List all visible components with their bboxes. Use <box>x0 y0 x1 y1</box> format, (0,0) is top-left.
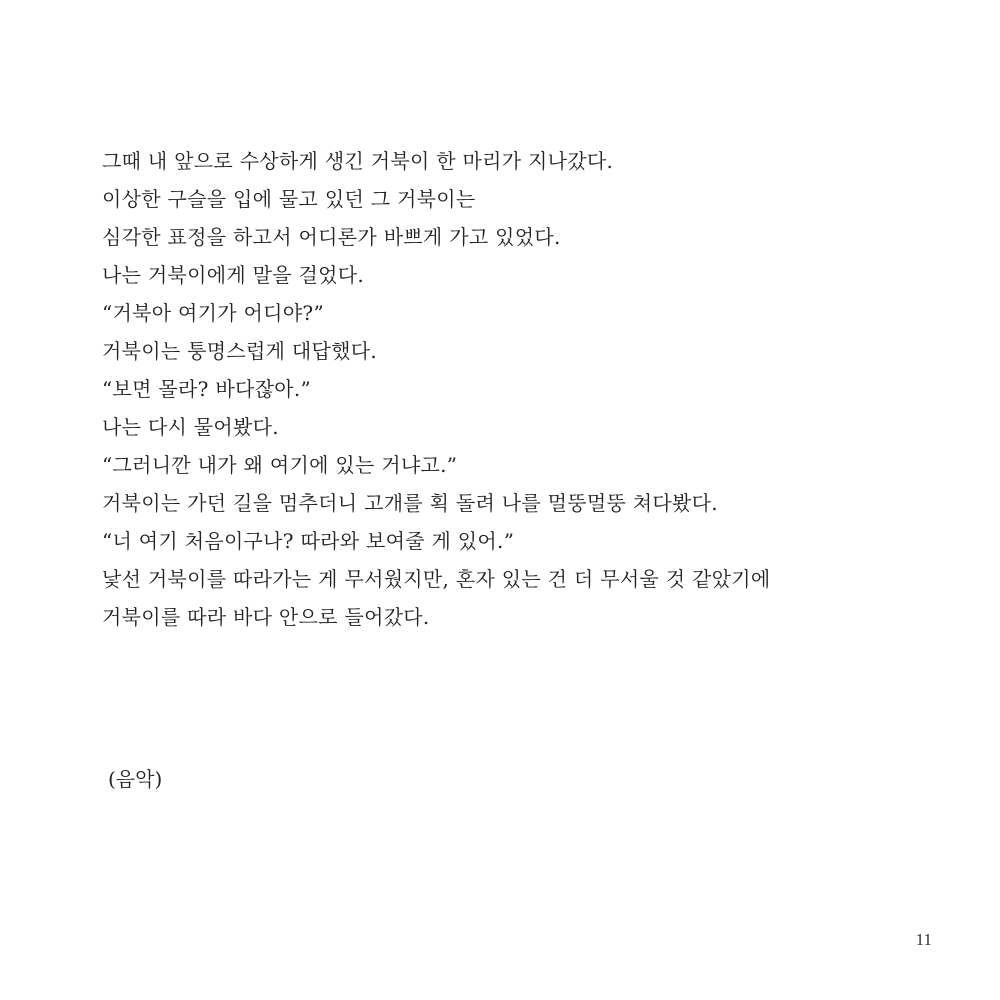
text-line: 그때 내 앞으로 수상하게 생긴 거북이 한 마리가 지나갔다. <box>102 149 614 173</box>
dialogue-line: “그러니깐 내가 왜 여기에 있는 거냐고.” <box>102 453 458 477</box>
text-line: 심각한 표정을 하고서 어디론가 바쁘게 가고 있었다. <box>102 225 561 249</box>
text-line: 거북이는 퉁명스럽게 대답했다. <box>102 339 378 363</box>
text-line: 이상한 구슬을 입에 물고 있던 그 거북이는 <box>102 187 476 211</box>
story-text <box>102 142 962 636</box>
dialogue-line: “너 여기 처음이구나? 따라와 보여줄 게 있어.” <box>102 529 515 553</box>
page-number: 11 <box>915 930 932 949</box>
music-cue: (음악) <box>108 767 163 791</box>
dialogue-line: “보면 몰라? 바다잖아.” <box>102 377 312 401</box>
dialogue-line: “거북아 여기가 어디야?” <box>102 301 324 325</box>
text-line: 거북이는 가던 길을 멈추더니 고개를 획 돌려 나를 멀뚱멀뚱 쳐다봤다. <box>102 491 718 515</box>
text-line: 낯선 거북이를 따라가는 게 무서웠지만, 혼자 있는 건 더 무서울 것 같았기에 <box>102 567 771 591</box>
text-line: 나는 다시 물어봤다. <box>102 415 279 439</box>
text-line: 거북이를 따라 바다 안으로 들어갔다. <box>102 605 430 629</box>
text-line: 나는 거북이에게 말을 걸었다. <box>102 263 365 287</box>
